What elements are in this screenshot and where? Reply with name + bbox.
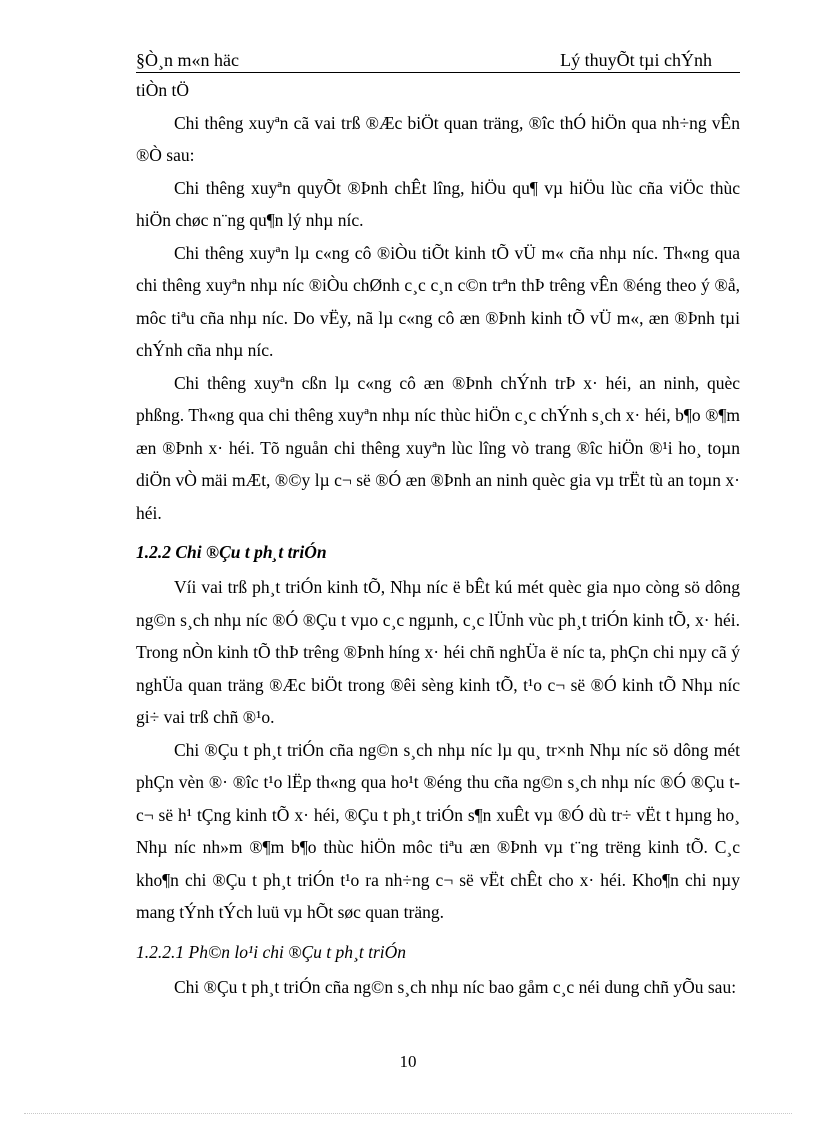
page-number: 10 [399,1052,417,1071]
paragraph: Chi thêng xuyªn cßn lµ c«ng cô æn ®Þnh chÝnh trÞ x· héi, an ninh, quèc phßng. Th«ng qua chi thêng xuyªn nhµ níc thùc hiÖn c¸c chÝnh s¸ch x· héi, b¶o ®¶m æn ®Þnh x· héi. Tõ nguån chi thêng xuyªn lùc lîng vò trang ®îc hiÖn ®¹i ho¸ toµn diÖn vÒ mäi mÆt, ®©y lµ c¬ së ®Ó æn ®Þnh an ninh quèc gia vµ trËt tù an toµn x· héi. [136,372,740,523]
paragraph: Chi thêng xuyªn quyÕt ®Þnh chÊt lîng, hiÖu qu¶ vµ hiÖu lùc cña viÖc thùc hiÖn chøc n¨ng qu¶n lý nhµ níc. [136,177,740,230]
paragraph: Chi ®Çu t ph¸t triÓn cña ng©n s¸ch nhµ níc lµ qu¸ tr×nh Nhµ níc sö dông mét phÇn vèn ®· ®îc t¹o lËp th«ng qua ho¹t ®éng thu cña ng©n s¸ch nhµ níc ®Ó ®Çu t c¬ së h¹ tÇng kinh tÕ x· héi, ®Çu t ph¸t triÓn s¶n xuÊt vµ ®Ó dù tr÷ vËt t hµng ho¸ Nhµ níc nh»m ®¶m b¶o thùc hiÖn môc tiªu æn ®Þnh vµ t¨ng trëng kinh tÕ. C¸c kho¶n chi ®Çu t ph¸t triÓn t¹o ra nh÷ng c¬ së vËt chÊt cho x· héi. Kho¶n chi nµy mang tÝnh tÝch luü vµ hÕt søc quan träng. [136,739,740,922]
paragraph: Chi ®Çu t ph¸t triÓn cña ng©n s¸ch nhµ níc bao gåm c¸c néi dung chñ yÕu sau: [174,976,737,997]
paragraph-continuation: tiÒn tÖ [136,80,189,100]
header-subject: §Ò¸n m«n häc [136,50,239,70]
paragraph: Chi thêng xuyªn lµ c«ng cô ®iÒu tiÕt kinh tÕ vÜ m« cña nhµ níc. Th«ng qua chi thêng xuyªn nhµ níc ®iÒu chØnh c¸c c¸n c©n trªn thÞ trêng vÊn ®éng theo ý ®å, môc tiªu cña nhµ níc. Do vËy, nã lµ c«ng cô æn ®Þnh kinh tÕ vÜ m«, æn ®Þnh tµi chÝnh cña nhµ níc. [136,242,740,360]
paragraph: Chi thêng xuyªn cã vai trß ®Æc biÖt quan träng, ®îc thÓ hiÖn qua nh÷ng vÊn ®Ò sau: [136,112,740,165]
page-bottom-divider [24,1113,792,1114]
page-header [136,50,740,73]
paragraph: Víi vai trß ph¸t triÓn kinh tÕ, Nhµ níc ë bÊt kú mét quèc gia nµo còng sö dông ng©n s¸ch nhµ níc ®Ó ®Çu t vµo c¸c ngµnh, c¸c lÜnh vùc ph¸t triÓn kinh tÕ, x· héi. Trong nÒn kinh tÕ thÞ trêng ®Þnh híng x· héi chñ nghÜa ë níc ta, phÇn chi nµy cã ý nghÜa quan träng ®Æc biÖt trong ®êi sèng kinh tÕ, t¹o c¬ së ®Ó kinh tÕ Nhµ níc gi÷ vai trß chñ ®¹o. [136,577,740,727]
document-body [136,74,740,1003]
section-heading: 1.2.2 Chi ®Çu t ph¸t triÓn [136,542,327,562]
header-title: Lý thuyÕt tµi chÝnh [560,50,712,70]
subsection-heading: 1.2.2.1 Ph©n lo¹i chi ®Çu t ph¸t triÓn [136,941,407,962]
